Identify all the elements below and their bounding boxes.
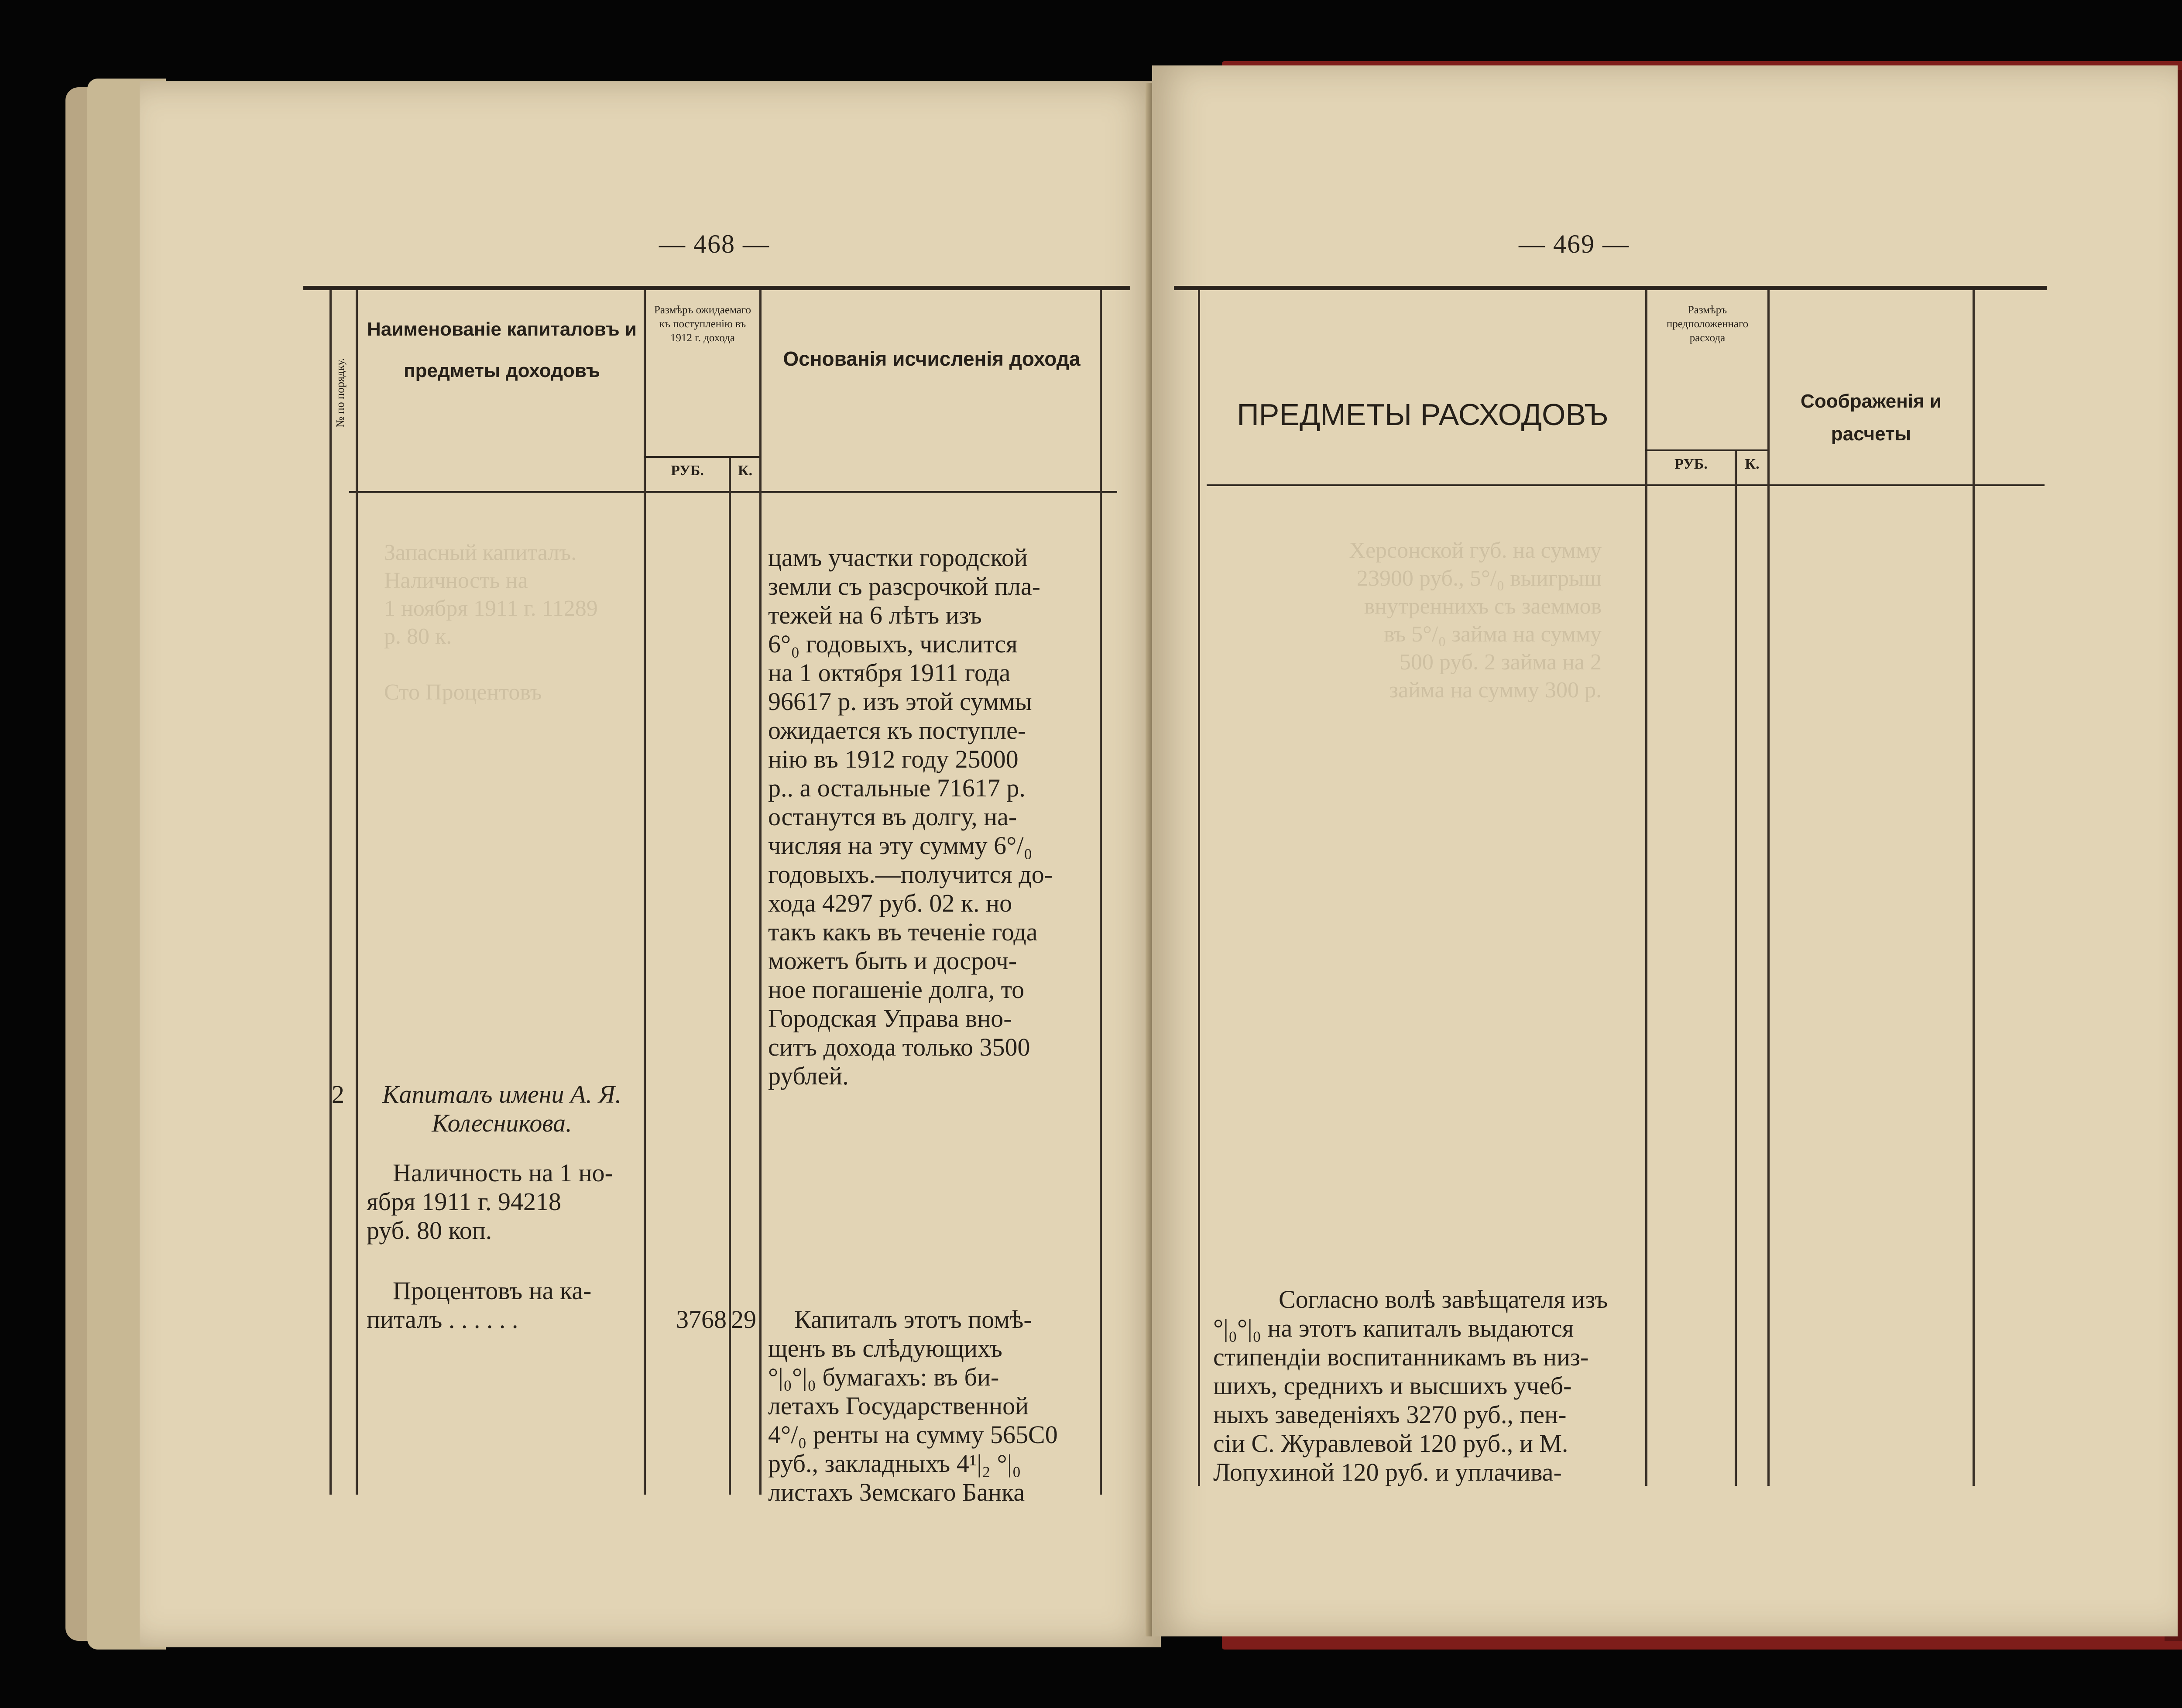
col-line (1198, 290, 1200, 1486)
col-line (1735, 449, 1737, 1486)
rub-header: РУБ. (671, 463, 704, 479)
notes-header-1: Соображенія и (1801, 391, 1942, 412)
col-line (1767, 290, 1770, 1486)
header-rule (349, 491, 1117, 493)
col-line (729, 456, 731, 1495)
page-number: — 469 — (1519, 230, 1630, 258)
basis-text-1: цамъ участки городской земли съ разсрочкой пла- тежей на 6 лѣтъ изъ 6°₀ годовыхъ, числится на 1 октября 1911 года 96617 р. изъ этой суммы ожидается къ поступле- нію въ 1912 году 25000 р.. а остальные 71617 р. останутся въ долгу, на- числяя на эту сумму 6°/₀ годовыхъ.—получится до- хода 4297 руб. 02 к. но такъ какъ въ теченіе года можетъ быть и досроч- ное погашеніе долга, то Городская Управа вно- ситъ дохода только 3500 рублей. (768, 543, 1053, 1090)
bleed-through: Запасный капиталъ. Наличность на 1 ноября 1911 г. 11289 р. 80 к. Сто Процентовъ (384, 540, 598, 705)
col-line (1973, 290, 1975, 1486)
expense-text: Согласно волѣ завѣщателя изъ °|₀°|₀ на этотъ капиталъ выдаются стипендіи воспитанникамъ въ низ- шихъ, среднихъ и высшихъ учеб- ныхъ заведеніяхъ 3270 руб., пен- сіи С. Журавлевой 120 руб., и М. Лопухиной 120 руб. и уплачива- (1213, 1285, 1608, 1486)
top-rule (303, 286, 1130, 290)
col-line (759, 290, 762, 1495)
kop-header: К. (1745, 456, 1760, 472)
amount-header: Размѣръ ожидаемаго къ поступленію въ 1912 г. дохода (654, 304, 751, 344)
interest-text: Процентовъ на ка- питалъ . . . . . . (367, 1276, 592, 1334)
subheader-rule (644, 456, 759, 458)
page-number: — 468 — (659, 230, 770, 258)
interest-rub: 3768 (676, 1305, 727, 1334)
left-page (140, 81, 1161, 1647)
interest-kop: 29 (731, 1305, 756, 1334)
name-header-2: предметы доходовъ (404, 360, 600, 381)
name-header-1: Наименованіе капиталовъ и (367, 319, 637, 340)
basis-header: Основанія исчисленія дохода (783, 347, 1081, 370)
item-title: Капиталъ имени А. Я. Колесникова. (382, 1080, 622, 1137)
notes-header-2: расчеты (1831, 423, 1911, 445)
col-line (1100, 290, 1102, 1495)
top-rule (1174, 286, 2047, 290)
kop-header: К. (738, 463, 753, 479)
availability-text: Наличность на 1 но- ября 1911 г. 94218 руб. 80 коп. (367, 1159, 613, 1245)
amount-header: Размѣръ предположеннаго расхода (1666, 304, 1749, 344)
basis-text-2: Капиталъ этотъ помѣ- щенъ въ слѣдующихъ °|₀°|₀ бумагахъ: въ би- летахъ Государственной 4°/₀ ренты на сумму 565С0 руб., закладныхъ 4¹|₂ °|₀ листахъ Земскаго Банка (768, 1305, 1058, 1506)
item-number: 2 (332, 1080, 344, 1108)
right-page (1152, 65, 2178, 1636)
subheader-rule (1645, 449, 1767, 451)
order-header: № по порядку. (334, 358, 347, 428)
col-line (329, 290, 332, 1495)
subjects-header: ПРЕДМЕТЫ РАСХОДОВЪ (1237, 398, 1609, 432)
header-rule (1207, 484, 2045, 486)
bleed-through: Херсонской губ. на сумму 23900 руб., 5°/₀ выигрыш внутреннихъ съ заеммов въ 5°/₀ займа на сумму 500 руб. 2 займа на 2 займа на сумму 300 р. (1349, 538, 1602, 703)
rub-header: РУБ. (1674, 456, 1708, 472)
col-line (356, 290, 358, 1495)
